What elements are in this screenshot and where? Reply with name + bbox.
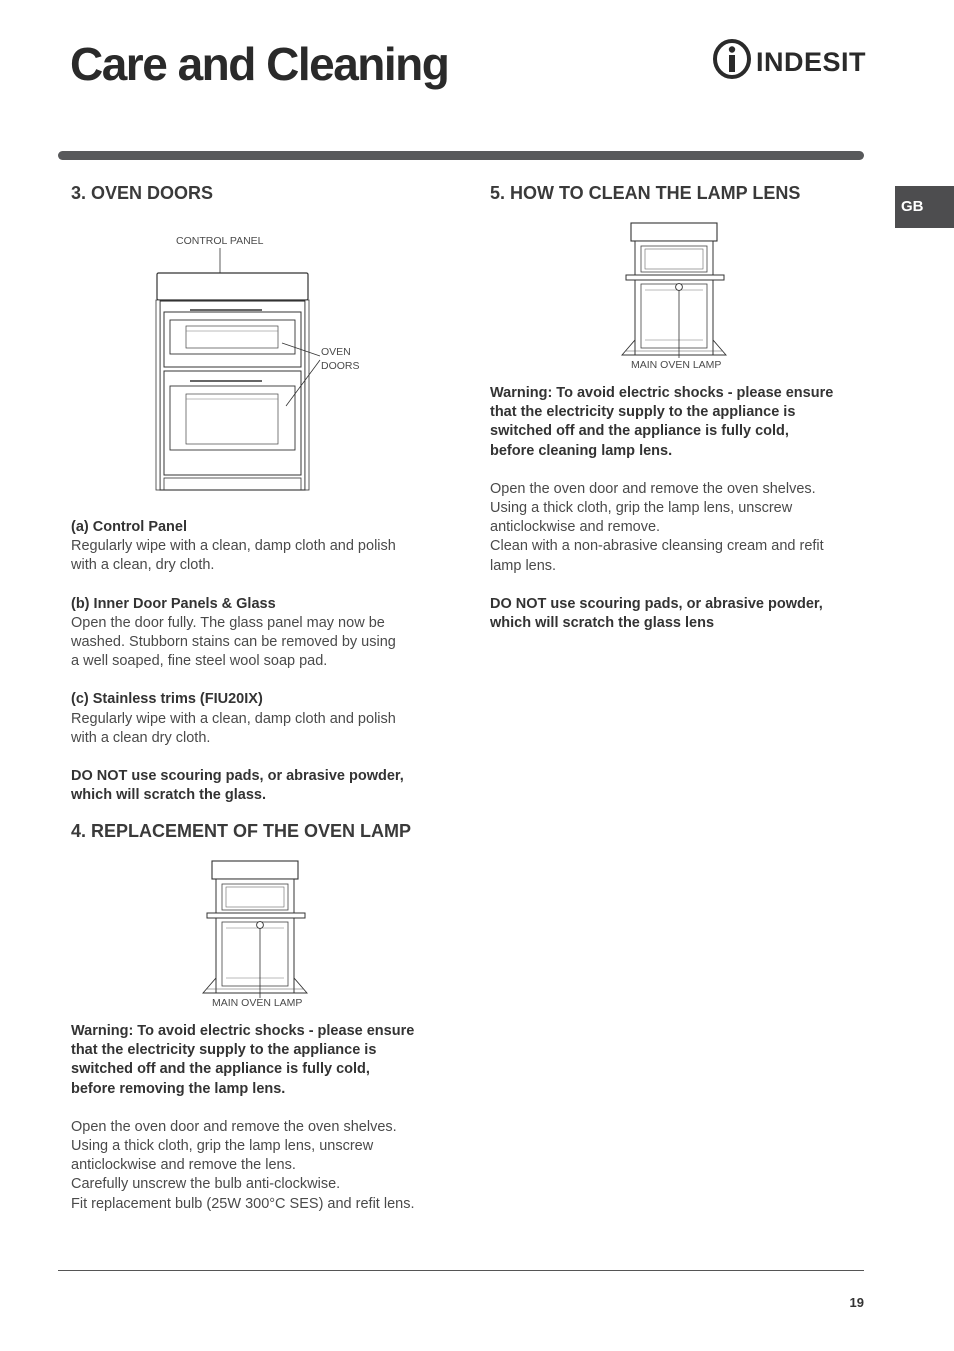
warning-line: Warning: To avoid electric shocks - please ensure [490, 385, 834, 401]
warning-line: switched off and the appliance is fully cold, [71, 1061, 370, 1078]
body-line: anticlockwise and remove. [490, 519, 661, 536]
control-panel-title: (a) Control Panel [71, 519, 188, 535]
indesit-logo [712, 38, 868, 80]
warning-line: Warning: To avoid electric shocks - please ensure [71, 1023, 415, 1039]
body-line: Clean with a non-abrasive cleansing cream and refit [490, 538, 824, 555]
section-3-heading: 3. OVEN DOORS [71, 183, 214, 203]
warning-line: before cleaning lamp lens. [490, 442, 673, 459]
section-5-text [490, 384, 865, 633]
label-control-panel: CONTROL PANEL [176, 235, 264, 247]
language-tab: GB [895, 186, 954, 228]
page-title: Care and Cleaning [70, 38, 449, 90]
control-panel-line: with a clean, dry cloth. [71, 557, 215, 574]
inner-door-title: (b) Inner Door Panels & Glass [71, 595, 276, 612]
inner-door-line: a well soaped, fine steel wool soap pad. [71, 653, 328, 670]
lamp-icon [257, 922, 264, 929]
stainless-trims-line: with a clean dry cloth. [71, 729, 211, 746]
oven-lamp-figure [190, 858, 330, 1014]
oven-doors-figure [150, 228, 370, 496]
label-oven: OVEN [321, 346, 351, 358]
warning-line: switched off and the appliance is fully cold, [490, 423, 789, 440]
glass-warning-line: which will scratch the glass. [71, 787, 267, 804]
footer-divider [58, 1270, 864, 1271]
label-doors: DOORS [321, 360, 360, 372]
brand-wordmark: INDESIT [756, 47, 867, 77]
body-line: Open the oven door and remove the oven shelves. [490, 480, 816, 497]
section-5-heading: 5. HOW TO CLEAN THE LAMP LENS [490, 183, 801, 203]
label-main-oven-lamp: MAIN OVEN LAMP [212, 997, 303, 1009]
body-line: Open the oven door and remove the oven shelves. [71, 1118, 397, 1135]
stainless-trims-line: Regularly wipe with a clean, damp cloth and polish [71, 710, 396, 727]
note-line: which will scratch the glass lens [490, 615, 715, 632]
body-line: Using a thick cloth, grip the lamp lens, unscrew [71, 1138, 374, 1155]
body-line: Carefully unscrew the bulb anti-clockwise. [71, 1176, 341, 1193]
body-line: Fit replacement bulb (25W 300°C SES) and refit lens. [71, 1195, 415, 1212]
warning-line: before removing the lamp lens. [71, 1080, 286, 1097]
control-panel-line: Regularly wipe with a clean, damp cloth and polish [71, 538, 396, 555]
warning-line: that the electricity supply to the appliance is [490, 404, 796, 421]
inner-door-line: washed. Stubborn stains can be removed by using [71, 634, 396, 651]
glass-warning-line: DO NOT use scouring pads, or abrasive powder, [71, 768, 404, 785]
label-main-oven-lamp: MAIN OVEN LAMP [631, 359, 722, 371]
section-3-text [71, 518, 446, 805]
lamp-lens-figure [609, 220, 749, 376]
body-line: Using a thick cloth, grip the lamp lens, unscrew [490, 500, 793, 517]
body-line: anticlockwise and remove the lens. [71, 1157, 296, 1174]
section-4-heading: 4. REPLACEMENT OF THE OVEN LAMP [71, 821, 412, 841]
note-line: DO NOT use scouring pads, or abrasive powder, [490, 595, 823, 612]
warning-line: that the electricity supply to the appliance is [71, 1042, 377, 1059]
page-number: 19 [849, 1295, 864, 1310]
body-line: lamp lens. [490, 557, 557, 574]
inner-door-line: Open the door fully. The glass panel may now be [71, 614, 385, 631]
section-4-text [71, 1022, 446, 1214]
stainless-trims-title: (c) Stainless trims (FIU20IX) [71, 691, 263, 708]
header-divider-bar [58, 151, 864, 160]
lamp-icon [676, 284, 683, 291]
